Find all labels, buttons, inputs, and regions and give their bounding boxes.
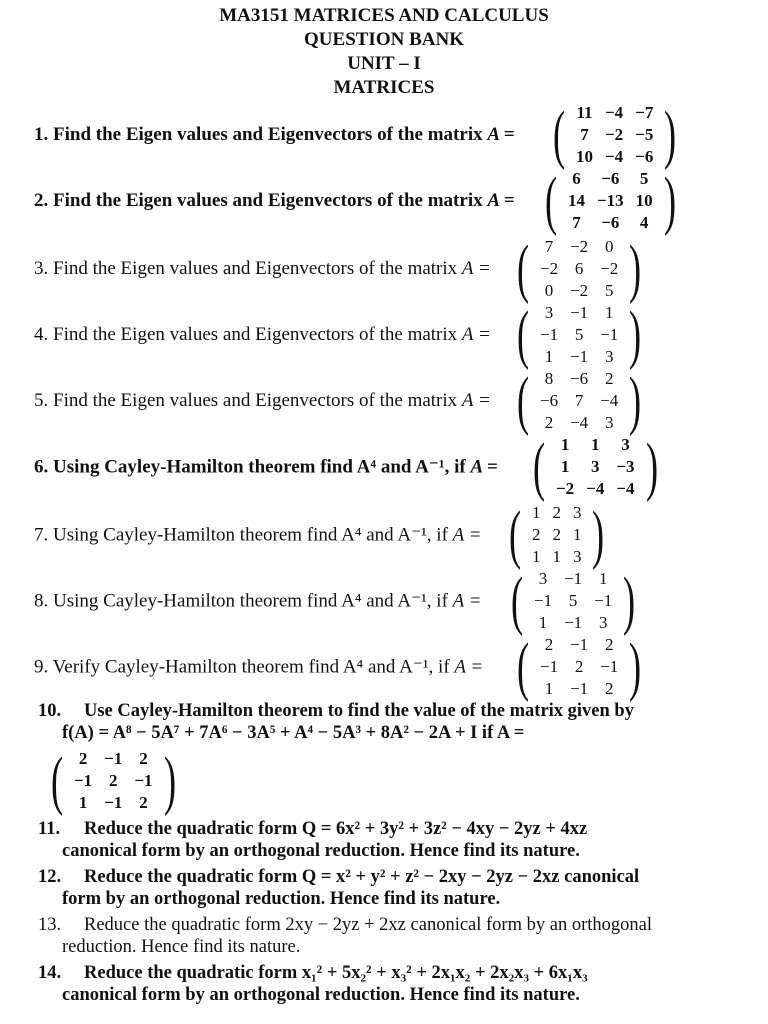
question-text: 8. Using Cayley-Hamilton theorem find A⁴ and A⁻¹, if A = — [34, 590, 482, 612]
document-title: MA3151 MATRICES AND CALCULUS — [219, 5, 549, 26]
question-10: 10. Use Cayley-Hamilton theorem to find the value of the matrix given by f(A) = A⁸ − 5A⁷ + 7A⁶ − 3A⁵ + A⁴ − 5A³ + 8A² − 2A + I if A = — [38, 701, 634, 743]
matrix-grid: 11 −4 −7 7 −2 −5 10 −4 −6 — [575, 103, 654, 166]
question-14: 14. Reduce the quadratic form x₁² + 5x₂² + x₃² + 2x₁x₂ + 2x₂x₃ + 6x₁x₃ canonical form by an orthogonal reduction. Hence find its nature. — [38, 963, 588, 1005]
question-text: 5. Find the Eigen values and Eigenvectors of the matrix A = — [34, 390, 491, 411]
question-text: 9. Verify Cayley-Hamilton theorem find A⁴ and A⁻¹, if A = — [34, 656, 484, 678]
matrix-grid: 2 −1 2 −1 2 −1 1 −1 2 — [539, 635, 619, 698]
question-2 — [0, 166, 768, 236]
matrix: ( 3 −1 1 −1 5 −1 1 −1 3 ) — [516, 298, 642, 371]
matrix-grid: 3 −1 1 −1 5 −1 1 −1 3 — [539, 303, 619, 366]
matrix-grid: 6 −6 5 14 −13 10 7 −6 4 — [567, 169, 653, 232]
question-text: 7. Using Cayley-Hamilton theorem find A⁴ and A⁻¹, if A = — [34, 524, 482, 546]
document-subtitle: QUESTION BANK — [304, 29, 464, 50]
question-4 — [0, 300, 768, 370]
question-text: 6. Using Cayley-Hamilton theorem find A⁴ and A⁻¹, if A = — [34, 456, 498, 478]
question-9 — [0, 632, 768, 702]
matrix-grid: 1 1 3 1 3 −3 −2 −4 −4 — [555, 435, 635, 498]
section-title: MATRICES — [333, 77, 435, 98]
matrix: ( 8 −6 2 −6 7 −4 2 −4 3 ) — [516, 364, 642, 437]
question-text: 2. Find the Eigen values and Eigenvectors of the matrix A = — [34, 190, 515, 211]
question-8 — [0, 566, 768, 636]
matrix: ( 3 −1 1 −1 5 −1 1 −1 3 ) — [510, 564, 636, 637]
matrix-grid: 7 −2 0 −2 6 −2 0 −2 5 — [539, 237, 619, 300]
question-text: 1. Find the Eigen values and Eigenvectors of the matrix A = — [34, 124, 515, 145]
question-12: 12. Reduce the quadratic form Q = x² + y² + z² − 2xy − 2yz − 2xz canonical form by an orthogonal reduction. Hence find its nature. — [38, 867, 640, 909]
matrix: ( 1 1 3 1 3 −3 −2 −4 −4 ) — [532, 430, 658, 503]
matrix: ( 11 −4 −7 7 −2 −5 10 −4 −6 ) — [552, 98, 677, 171]
question-13: 13. Reduce the quadratic form 2xy − 2yz + 2xz canonical form by an orthogonal reduction. Hence find its nature. — [38, 915, 652, 957]
matrix-grid: 3 −1 1 −1 5 −1 1 −1 3 — [533, 569, 613, 632]
question-3 — [0, 234, 768, 304]
matrix-grid: 1 2 3 2 2 1 1 1 3 — [531, 503, 582, 566]
question-text: 4. Find the Eigen values and Eigenvectors of the matrix A = — [34, 324, 491, 345]
q10-matrix: ( 2 −1 2 −1 2 −1 1 −1 2 ) — [50, 744, 176, 817]
matrix: ( 7 −2 0 −2 6 −2 0 −2 5 ) — [516, 232, 642, 305]
question-1 — [0, 100, 768, 170]
matrix-grid: 8 −6 2 −6 7 −4 2 −4 3 — [539, 369, 619, 432]
question-6 — [0, 432, 768, 502]
question-11: 11. Reduce the quadratic form Q = 6x² + 3y² + 3z² − 4xy − 2yz + 4xz canonical form by an orthogonal reduction. Hence find its nature. — [38, 819, 588, 861]
question-5 — [0, 366, 768, 436]
function-expression: f(A) = A⁸ − 5A⁷ + 7A⁶ − 3A⁵ + A⁴ − 5A³ + 8A² − 2A + I if A = — [62, 723, 525, 743]
matrix-grid: 2 −1 2 −1 2 −1 1 −1 2 — [73, 749, 153, 812]
matrix: ( 6 −6 5 14 −13 10 7 −6 4 ) — [544, 164, 676, 237]
matrix: ( 1 2 3 2 2 1 1 1 3 ) — [508, 498, 605, 571]
question-text: 3. Find the Eigen values and Eigenvectors of the matrix A = — [34, 258, 491, 279]
matrix: ( 2 −1 2 −1 2 −1 1 −1 2 ) — [516, 630, 642, 703]
question-7 — [0, 500, 768, 570]
unit-label: UNIT – I — [347, 53, 421, 74]
